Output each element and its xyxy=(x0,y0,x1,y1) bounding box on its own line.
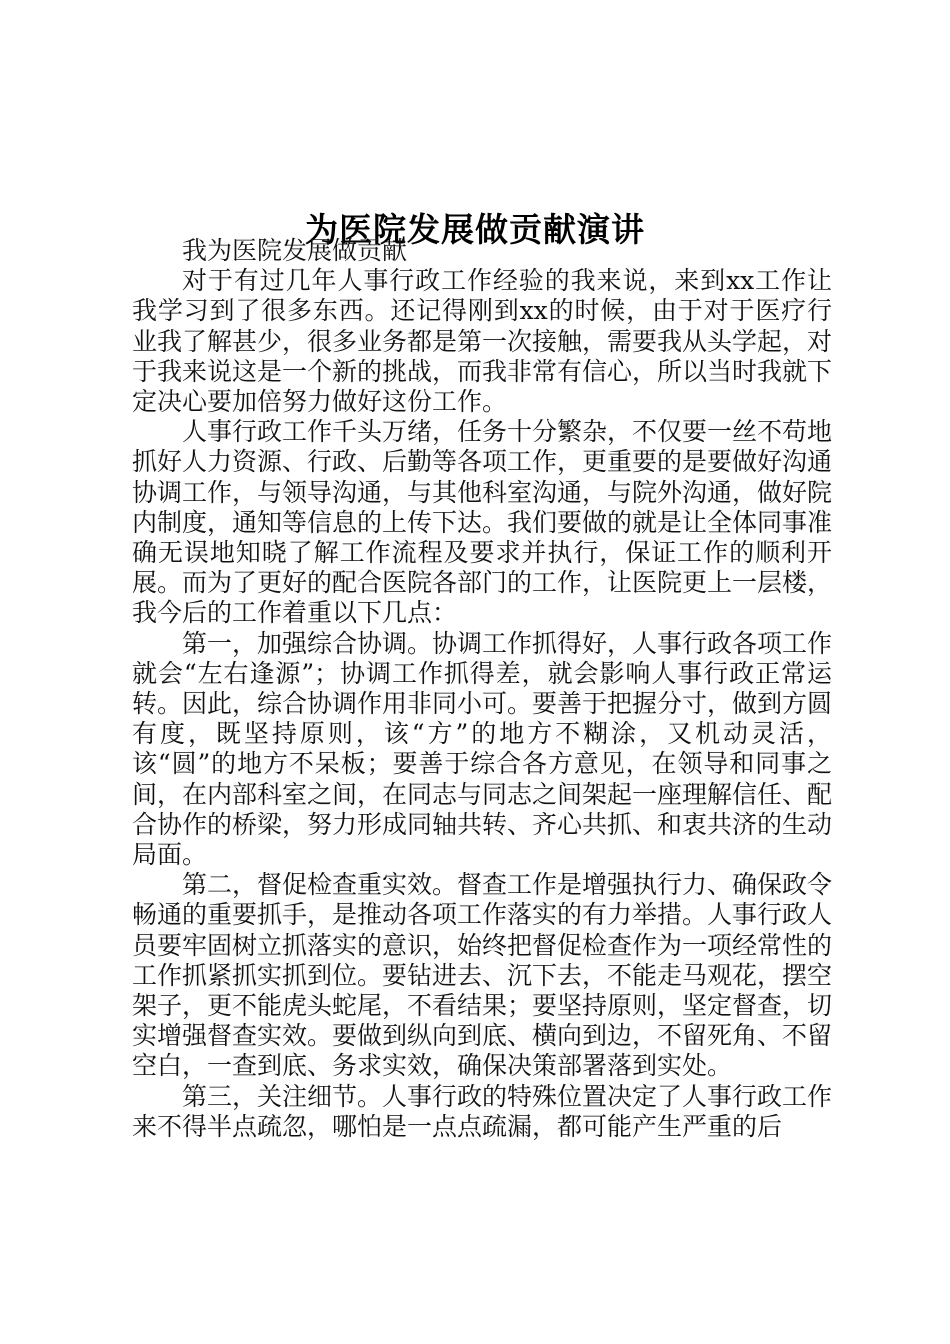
document-title: 为医院发展做贡献演讲 xyxy=(305,210,645,250)
paragraph-point-one: 第一，加强综合协调。协调工作抓得好，人事行政各项工作就会“左右逢源”；协调工作抓得差，就会影响人事行政正常运转。因此，综合协调作用非同小可。要善于把握分寸，做到方圆有度，既坚持原则，该“方”的地方不糊涂，又机动灵活，该“圆”的地方不呆板；要善于综合各方意见，在领导和同事之间，在内部科室之间，在同志与同志之间架起一座理解信任、配合协作的桥梁，努力形成同轴共转、齐心共抓、和衷共济的生动局面。 xyxy=(132,628,833,870)
paragraph-point-three: 第三，关注细节。人事行政的特殊位置决定了人事行政工作来不得半点疏忽，哪怕是一点点疏漏，都可能产生严重的后 xyxy=(132,1081,833,1141)
document-body xyxy=(132,236,832,1142)
paragraph-intro: 对于有过几年人事行政工作经验的我来说，来到xx工作让我学习到了很多东西。还记得刚到xx的时候，由于对于医疗行业我了解甚少，很多业务都是第一次接触，需要我从头学起，对于我来说这是一个新的挑战，而我非常有信心，所以当时我就下定决心要加倍努力做好这份工作。 xyxy=(132,266,833,417)
paragraph-subtitle: 我为医院发展做贡献 xyxy=(182,236,408,265)
paragraph-overview: 人事行政工作千头万绪，任务十分繁杂，不仅要一丝不苟地抓好人力资源、行政、后勤等各项工作，更重要的是要做好沟通协调工作，与领导沟通，与其他科室沟通，与院外沟通，做好院内制度，通知等信息的上传下达。我们要做的就是让全体同事准确无误地知晓了解工作流程及要求并执行，保证工作的顺利开展。而为了更好的配合医院各部门的工作，让医院更上一层楼，我今后的工作着重以下几点： xyxy=(132,417,833,628)
paragraph-point-two: 第二，督促检查重实效。督查工作是增强执行力、确保政令畅通的重要抓手，是推动各项工作落实的有力举措。人事行政人员要牢固树立抓落实的意识，始终把督促检查作为一项经常性的工作抓紧抓实抓到位。要钻进去、沉下去，不能走马观花，摆空架子，更不能虎头蛇尾，不看结果；要坚持原则，坚定督查，切实增强督查实效。要做到纵向到底、横向到边，不留死角、不留空白，一查到底、务求实效，确保决策部署落到实处。 xyxy=(132,870,833,1081)
